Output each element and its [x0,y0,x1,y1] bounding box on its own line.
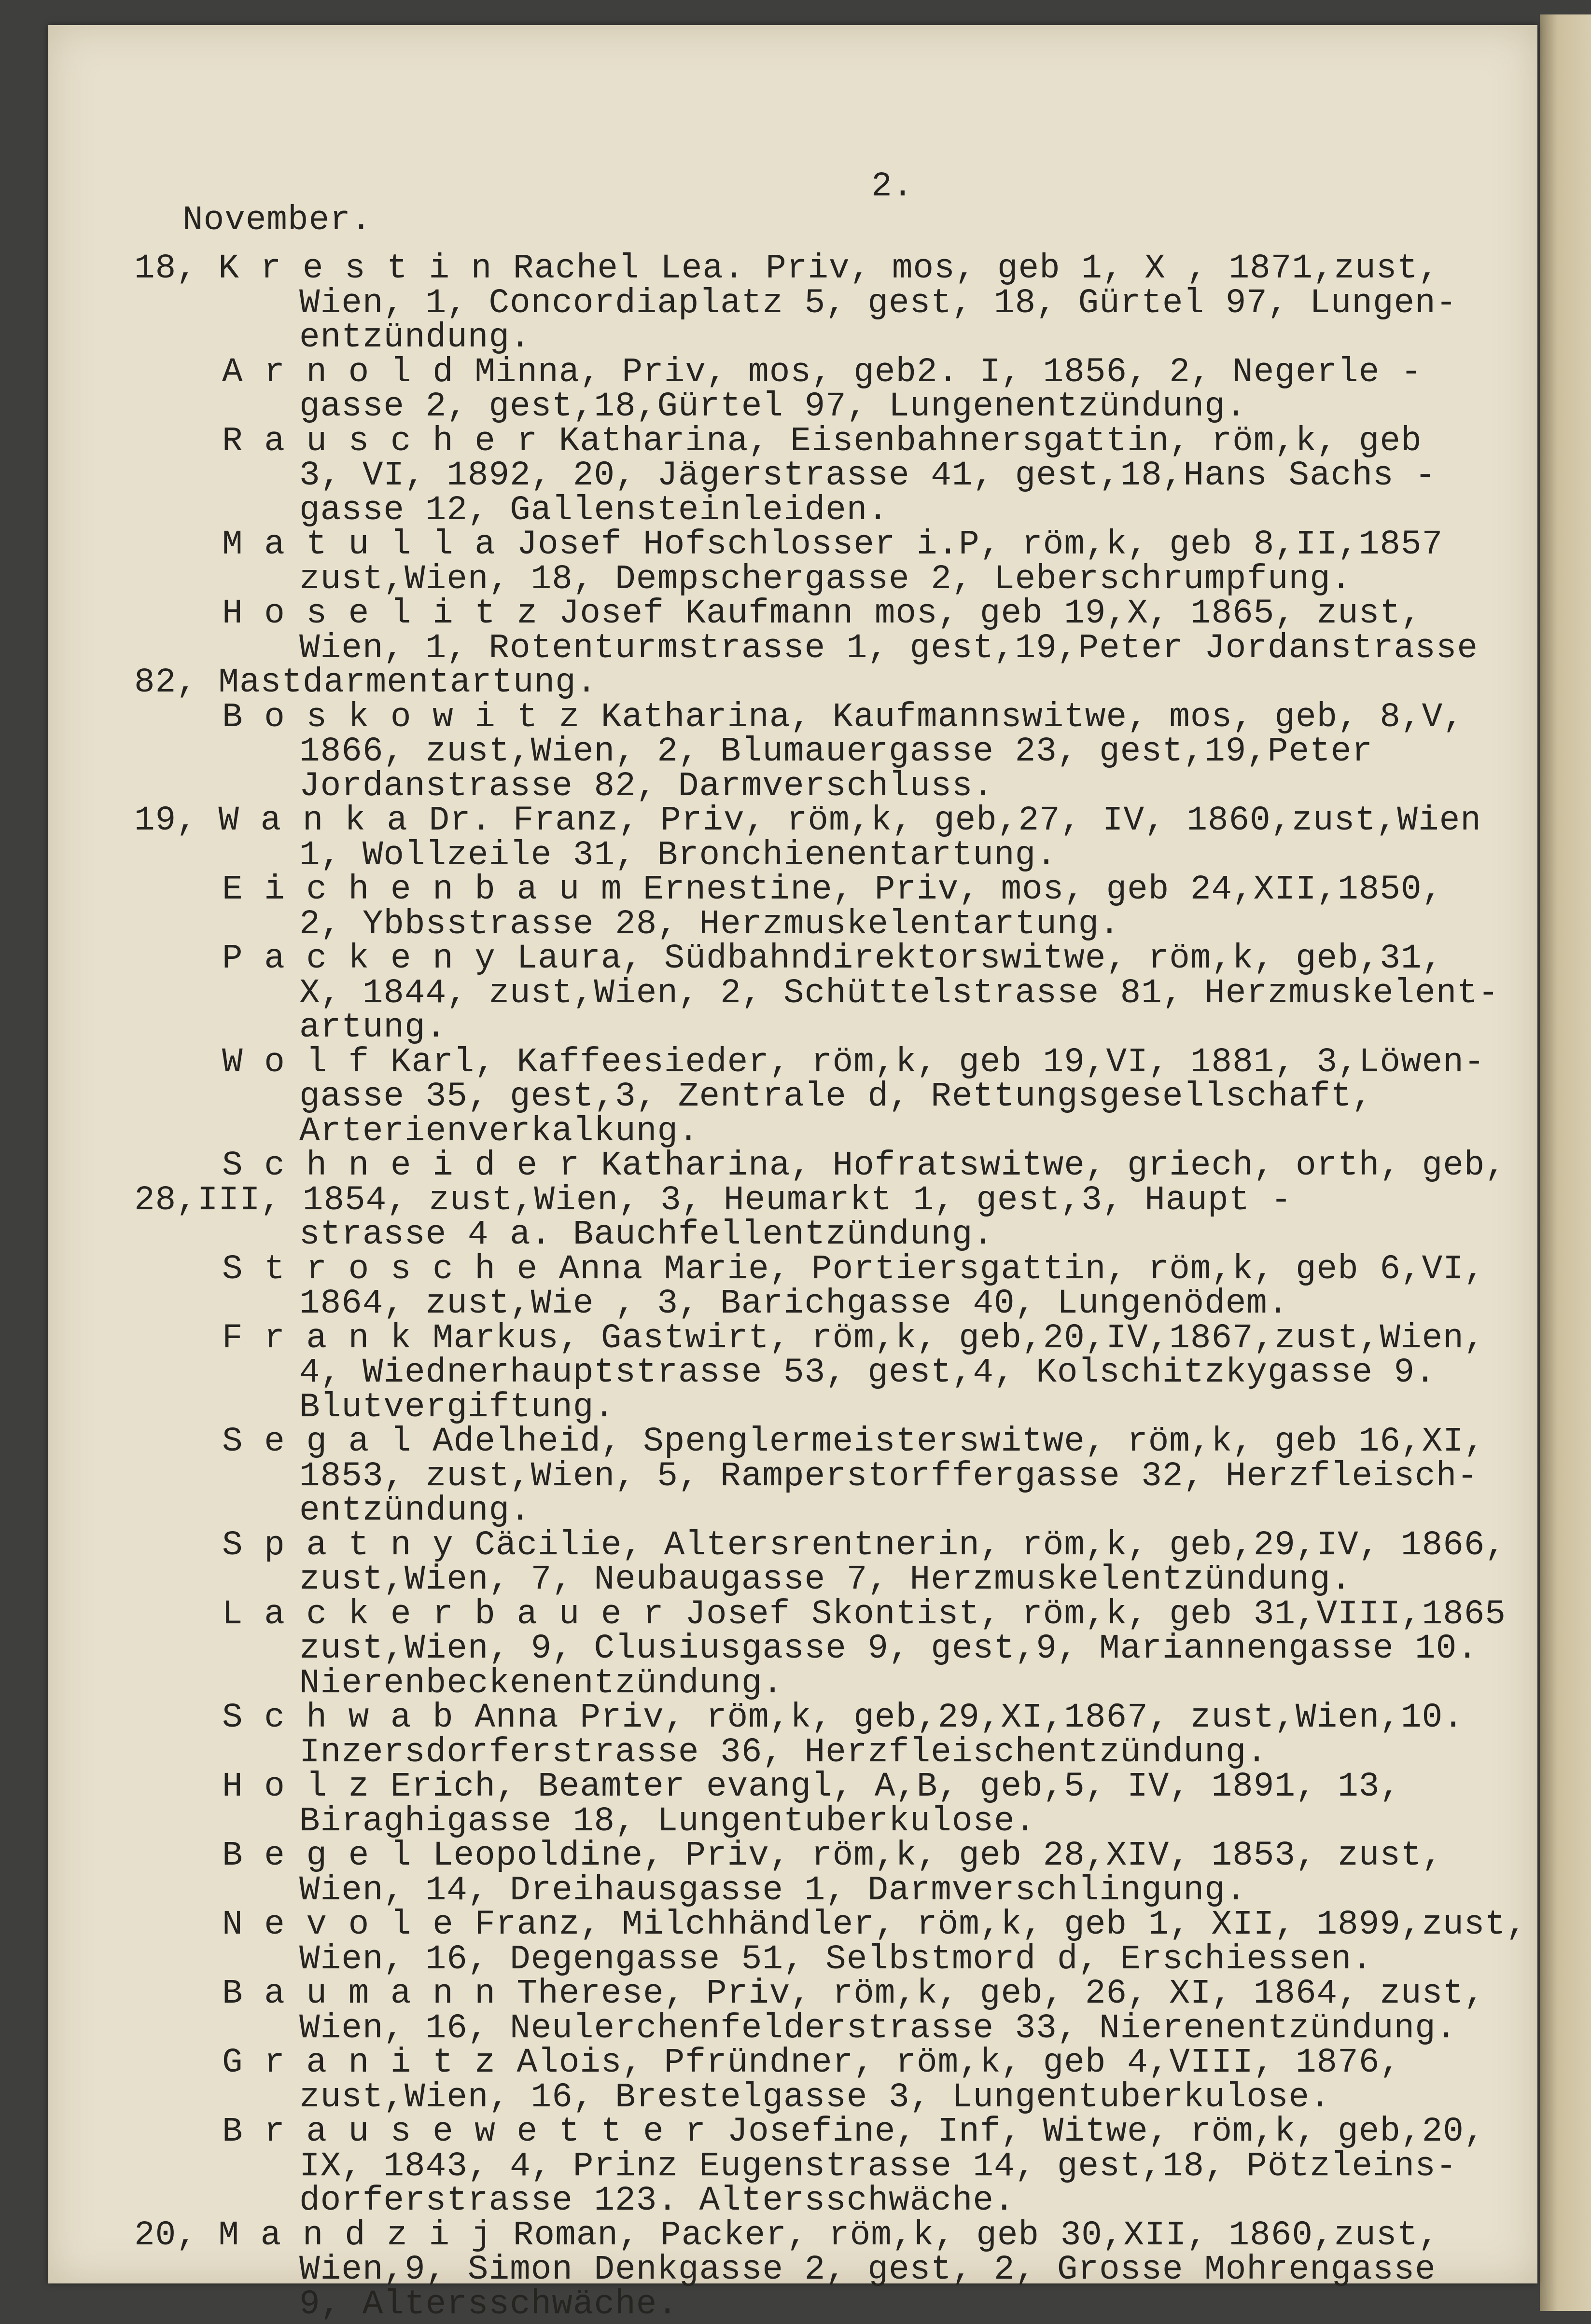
register-line: entzündung. [299,318,531,357]
register-line: B a u m a n n Therese, Priv, röm,k, geb, 26, XI, 1864, zust, [222,1975,1485,2013]
register-line: Arterienverkalkung. [299,1112,699,1151]
register-line: 19, W a n k a Dr. Franz, Priv, röm,k, geb,27, IV, 1860,zust,Wien [134,802,1481,840]
register-line: Wien, 1, Rotenturmstrasse 1, gest,19,Peter Jordanstrasse [299,629,1478,668]
register-line: strasse 4 a. Bauchfellentzündung. [299,1216,994,1254]
register-line: zust,Wien, 16, Brestelgasse 3, Lungentuberkulose. [299,2078,1331,2117]
register-line: S p a t n y Cäcilie, Altersrentnerin, röm,k, geb,29,IV, 1866, [222,1526,1507,1565]
register-line: zust,Wien, 7, Neubaugasse 7, Herzmuskelentzündung. [299,1561,1352,1599]
document-page [48,25,1537,2324]
register-line: entzündung. [299,1492,531,1530]
register-line: S e g a l Adelheid, Spenglermeisterswitwe, röm,k, geb 16,XI, [222,1423,1485,1461]
register-line: 1, Wollzeile 31, Bronchienentartung. [299,836,1057,875]
register-line: P a c k e n y Laura, Südbahndirektorswitwe, röm,k, geb,31, [222,940,1443,978]
register-line: S t r o s c h e Anna Marie, Portiersgattin, röm,k, geb 6,VI, [222,1250,1485,1289]
register-line: zust,Wien, 9, Clusiusgasse 9, gest,9, Mariannengasse 10. [299,1630,1478,1668]
register-line: 82, Mastdarmentartung. [134,664,598,702]
register-line: IX, 1843, 4, Prinz Eugenstrasse 14, gest,18, Pötzleins- [299,2147,1457,2186]
register-line: Jordanstrasse 82, Darmverschluss. [299,767,994,806]
register-line: S c h n e i d e r Katharina, Hofratswitwe, griech, orth, geb, [222,1147,1507,1185]
register-line: A r n o l d Minna, Priv, mos, geb2. I, 1856, 2, Negerle - [222,353,1422,392]
register-line: 1853, zust,Wien, 5, Ramperstorffergasse 32, Herzfleisch- [299,1457,1478,1496]
register-line: dorferstrasse 123. Altersschwäche. [299,2182,1015,2220]
register-line: 2, Ybbsstrasse 28, Herzmuskelentartung. [299,905,1120,944]
register-line: Wien,9, Simon Denkgasse 2, gest, 2, Grosse Mohrengasse [299,2251,1436,2289]
register-line: X, 1844, zust,Wien, 2, Schüttelstrasse 81, Herzmuskelent- [299,974,1499,1013]
register-line: gasse 2, gest,18,Gürtel 97, Lungenentzündung. [299,387,1247,426]
register-line: Nierenbeckenentzündung. [299,1664,783,1703]
register-line: Wien, 14, Dreihausgasse 1, Darmverschlingung. [299,1871,1247,1910]
register-line: H o s e l i t z Josef Kaufmann mos, geb 19,X, 1865, zust, [222,595,1422,633]
register-line: 3, VI, 1892, 20, Jägerstrasse 41, gest,18,Hans Sachs - [299,456,1436,495]
register-line: N e v o l e Franz, Milchhändler, röm,k, geb 1, XII, 1899,zust, [222,1906,1527,1944]
register-line: M a t u l l a Josef Hofschlosser i.P, röm,k, geb 8,II,1857 [222,526,1443,564]
month-heading: November. [182,201,372,240]
register-line: 9, Altersschwäche. [299,2285,678,2324]
register-line: zust,Wien, 18, Dempschergasse 2, Leberschrumpfung. [299,560,1352,599]
register-line: Wien, 16, Degengasse 51, Selbstmord d, Erschiessen. [299,1940,1373,1979]
register-line: L a c k e r b a u e r Josef Skontist, röm,k, geb 31,VIII,1865 [222,1595,1507,1634]
register-line: artung. [299,1009,447,1047]
register-line: B o s k o w i t z Katharina, Kaufmannswitwe, mos, geb, 8,V, [222,698,1464,737]
register-line: 28,III, 1854, zust,Wien, 3, Heumarkt 1, gest,3, Haupt - [134,1181,1292,1220]
page-number: 2. [871,167,914,206]
register-line: 20, M a n d z i j Roman, Packer, röm,k, geb 30,XII, 1860,zust, [134,2216,1439,2255]
next-page-edge [1540,14,1591,2311]
register-line: Wien, 16, Neulerchenfelderstrasse 33, Nierenentzündung. [299,2009,1457,2048]
register-line: 4, Wiednerhauptstrasse 53, gest,4, Kolschitzkygasse 9. [299,1354,1436,1392]
register-line: Biraghigasse 18, Lungentuberkulose. [299,1802,1036,1841]
register-line: 1864, zust,Wie , 3, Barichgasse 40, Lungenödem. [299,1285,1289,1323]
register-line: S c h w a b Anna Priv, röm,k, geb,29,XI,1867, zust,Wien,10. [222,1699,1464,1737]
register-line: gasse 35, gest,3, Zentrale d, Rettungsgesellschaft, [299,1078,1373,1116]
register-line: Inzersdorferstrasse 36, Herzfleischentzündung. [299,1733,1268,1772]
register-line: E i c h e n b a u m Ernestine, Priv, mos, geb 24,XII,1850, [222,871,1443,909]
register-line: W o l f Karl, Kaffeesieder, röm,k, geb 19,VI, 1881, 3,Löwen- [222,1043,1485,1082]
register-line: Blutvergiftung. [299,1388,615,1427]
register-line: Wien, 1, Concordiaplatz 5, gest, 18, Gürtel 97, Lungen- [299,284,1457,323]
register-line: B r a u s e w e t t e r Josefine, Inf, Witwe, röm,k, geb,20, [222,2113,1485,2151]
register-line: B e g e l Leopoldine, Priv, röm,k, geb 28,XIV, 1853, zust, [222,1837,1443,1875]
register-line: 1866, zust,Wien, 2, Blumauergasse 23, gest,19,Peter [299,733,1373,771]
register-line: F r a n k Markus, Gastwirt, röm,k, geb,20,IV,1867,zust,Wien, [222,1319,1485,1358]
register-line: 18, K r e s t i n Rachel Lea. Priv, mos, geb 1, X , 1871,zust, [134,249,1439,288]
register-line: G r a n i t z Alois, Pfründner, röm,k, geb 4,VIII, 1876, [222,2044,1401,2082]
register-line: R a u s c h e r Katharina, Eisenbahnersgattin, röm,k, geb [222,422,1422,461]
register-line: H o l z Erich, Beamter evangl, A,B, geb,5, IV, 1891, 13, [222,1768,1401,1806]
register-line: gasse 12, Gallensteinleiden. [299,491,889,530]
